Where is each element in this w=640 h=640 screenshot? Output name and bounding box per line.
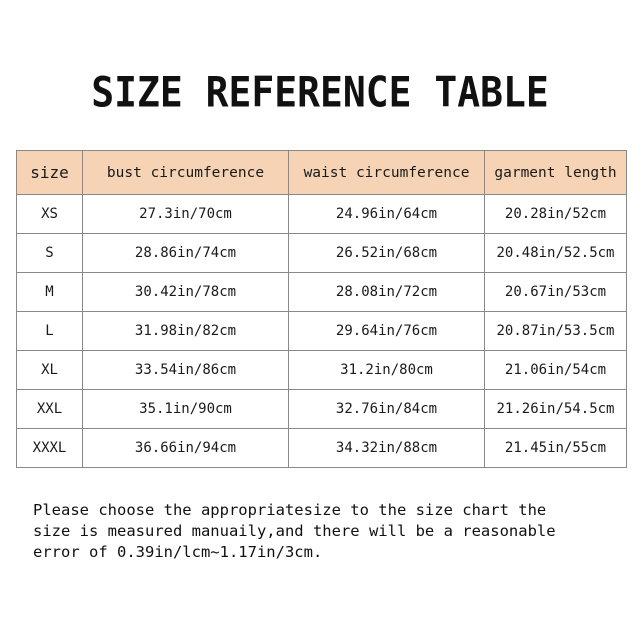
waist-cell: 32.76in/84cm bbox=[289, 390, 485, 429]
measurement-note: Please choose the appropriatesize to the size chart the size is measured manuaily,and there will be a reasonable error of 0.39in/lcm~1.17in/3cm. bbox=[33, 501, 556, 561]
page-title: SIZE REFERENCE TABLE bbox=[91, 67, 549, 117]
bust-cell: 30.42in/78cm bbox=[83, 273, 289, 312]
size-cell: XS bbox=[17, 195, 83, 234]
size-cell: XL bbox=[17, 351, 83, 390]
table-row bbox=[17, 429, 627, 468]
size-cell: XXL bbox=[17, 390, 83, 429]
bust-cell: 31.98in/82cm bbox=[83, 312, 289, 351]
size-cell: XXXL bbox=[17, 429, 83, 468]
table-row bbox=[17, 390, 627, 429]
waist-cell: 29.64in/76cm bbox=[289, 312, 485, 351]
table-header-row bbox=[17, 151, 627, 195]
header-bust-circumference: bust circumference bbox=[83, 151, 289, 195]
waist-cell: 31.2in/80cm bbox=[289, 351, 485, 390]
table-row bbox=[17, 234, 627, 273]
length-cell: 21.06in/54cm bbox=[485, 351, 627, 390]
size-reference-table bbox=[16, 150, 627, 468]
table-row bbox=[17, 273, 627, 312]
size-cell: M bbox=[17, 273, 83, 312]
bust-cell: 35.1in/90cm bbox=[83, 390, 289, 429]
waist-cell: 34.32in/88cm bbox=[289, 429, 485, 468]
waist-cell: 26.52in/68cm bbox=[289, 234, 485, 273]
size-cell: L bbox=[17, 312, 83, 351]
table-row bbox=[17, 195, 627, 234]
size-cell: S bbox=[17, 234, 83, 273]
length-cell: 20.87in/53.5cm bbox=[485, 312, 627, 351]
table-row bbox=[17, 351, 627, 390]
length-cell: 20.67in/53cm bbox=[485, 273, 627, 312]
bust-cell: 33.54in/86cm bbox=[83, 351, 289, 390]
length-cell: 20.28in/52cm bbox=[485, 195, 627, 234]
length-cell: 21.26in/54.5cm bbox=[485, 390, 627, 429]
bust-cell: 27.3in/70cm bbox=[83, 195, 289, 234]
waist-cell: 28.08in/72cm bbox=[289, 273, 485, 312]
table-row bbox=[17, 312, 627, 351]
bust-cell: 28.86in/74cm bbox=[83, 234, 289, 273]
waist-cell: 24.96in/64cm bbox=[289, 195, 485, 234]
length-cell: 21.45in/55cm bbox=[485, 429, 627, 468]
header-waist-circumference: waist circumference bbox=[289, 151, 485, 195]
header-size: size bbox=[17, 151, 83, 195]
header-garment-length: garment length bbox=[485, 151, 627, 195]
length-cell: 20.48in/52.5cm bbox=[485, 234, 627, 273]
bust-cell: 36.66in/94cm bbox=[83, 429, 289, 468]
